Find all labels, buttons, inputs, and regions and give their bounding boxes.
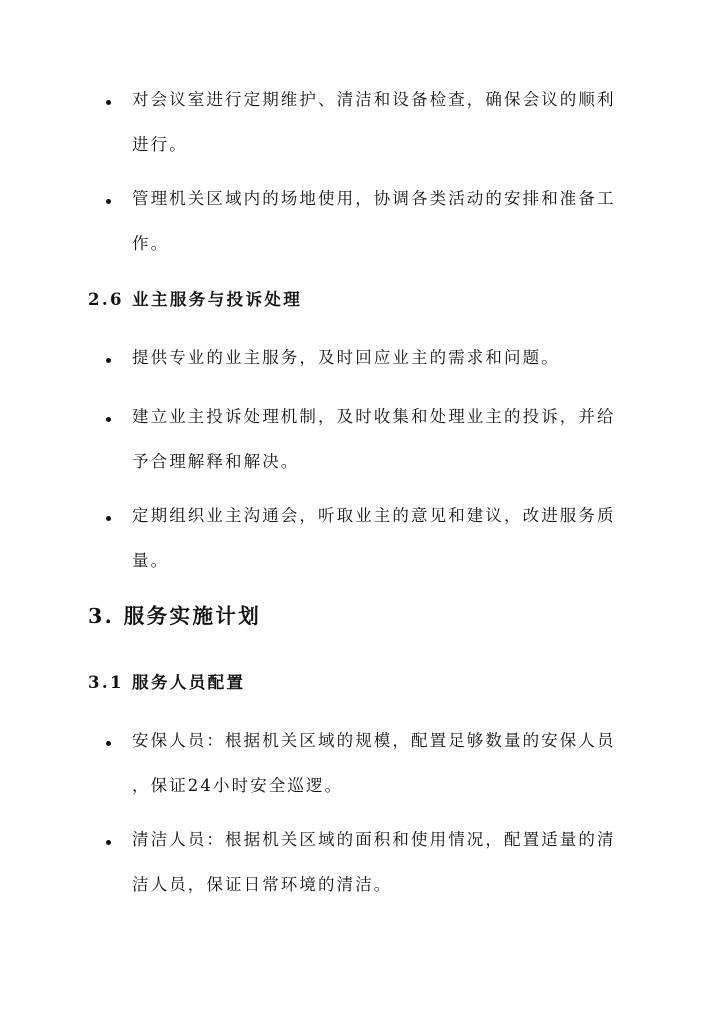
- bullet-text-line: 清洁人员：根据机关区域的面积和使用情况，配置适量的清: [132, 830, 616, 849]
- bullet-dot-icon: [106, 199, 111, 204]
- bullet-text-line: 定期组织业主沟通会，听取业主的意见和建议，改进服务质: [132, 506, 616, 525]
- section-heading-3-1: 3.1 服务人员配置: [88, 673, 246, 692]
- bullet-text-line: 建立业主投诉处理机制，及时收集和处理业主的投诉，并给: [132, 407, 616, 426]
- bullet-text-line: 管理机关区域内的场地使用，协调各类活动的安排和准备工: [132, 189, 616, 208]
- bullet-text-line: 量。: [132, 551, 170, 570]
- bullet-dot-icon: [106, 100, 111, 105]
- bullet-text-line: 安保人员：根据机关区域的规模，配置足够数量的安保人员: [132, 731, 616, 750]
- section-heading-2-6: 2.6 业主服务与投诉处理: [88, 290, 303, 309]
- bullet-dot-icon: [106, 417, 111, 422]
- bullet-dot-icon: [106, 741, 111, 746]
- bullet-text-line: 进行。: [132, 135, 188, 154]
- bullet-text-line: 予合理解释和解决。: [132, 452, 300, 471]
- bullet-text-line: 提供专业的业主服务，及时回应业主的需求和问题。: [132, 348, 560, 367]
- bullet-dot-icon: [106, 358, 111, 363]
- bullet-text-line: 作。: [132, 234, 170, 253]
- bullet-text-line: 洁人员，保证日常环境的清洁。: [132, 875, 393, 894]
- bullet-text-line: 对会议室进行定期维护、清洁和设备检查，确保会议的顺利: [132, 90, 616, 109]
- bullet-dot-icon: [106, 840, 111, 845]
- bullet-text-line: ，保证24小时安全巡逻。: [132, 776, 344, 795]
- bullet-dot-icon: [106, 516, 111, 521]
- section-heading-3: 3. 服务实施计划: [88, 604, 262, 628]
